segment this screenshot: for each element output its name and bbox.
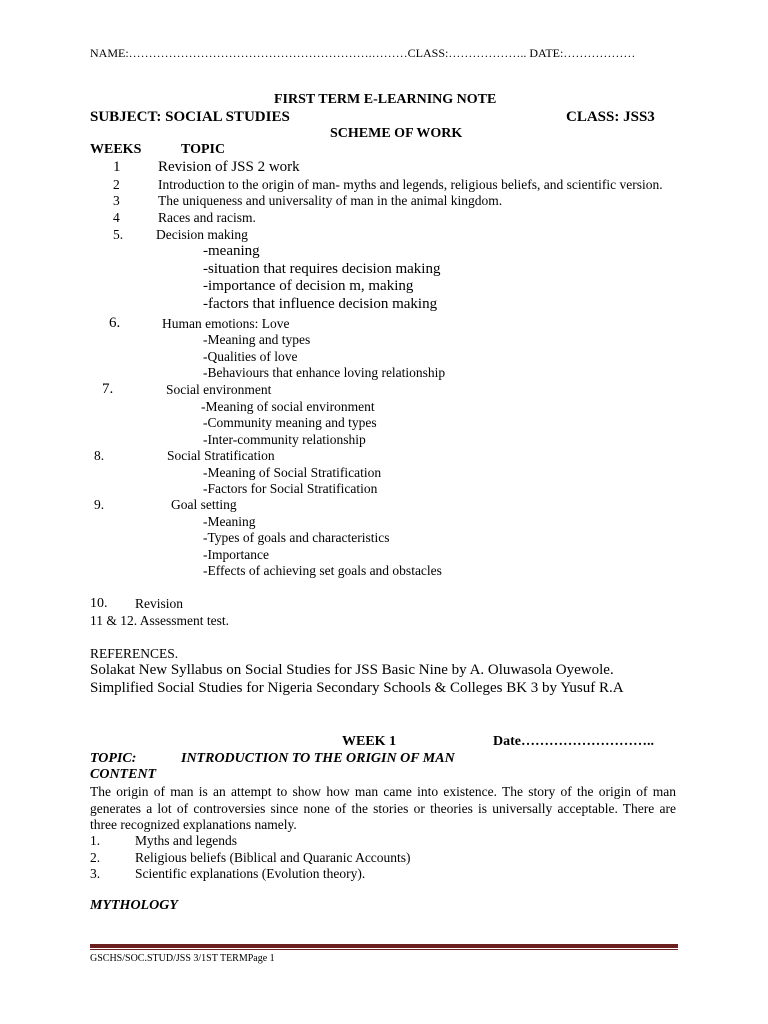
topic-label: TOPIC: xyxy=(90,751,137,766)
subtopic-item: -Community meaning and types xyxy=(203,415,377,430)
week-number: 6. xyxy=(109,315,121,331)
subtopic-item: -situation that requires decision making xyxy=(203,261,441,277)
week-topic: Revision of JSS 2 work xyxy=(158,159,300,175)
class-label: CLASS: JSS3 xyxy=(566,109,655,125)
reference-item: Simplified Social Studies for Nigeria Secondary Schools & Colleges BK 3 by Yusuf R.A xyxy=(90,680,624,696)
week-topic: Goal setting xyxy=(171,497,237,512)
list-number: 3. xyxy=(90,866,101,881)
scheme-heading: SCHEME OF WORK xyxy=(330,126,463,141)
week-number: 7. xyxy=(102,381,114,397)
list-number: 2. xyxy=(90,850,101,865)
list-item: Scientific explanations (Evolution theory). xyxy=(135,866,366,881)
week-number: 5. xyxy=(113,227,124,242)
list-item: Myths and legends xyxy=(135,833,237,848)
intro-paragraph: The origin of man is an attempt to show how man came into existence. The story of the origin of man generates a lot of controversies since none of the stories or theories is universally acceptable. There are three recognized explanations namely. xyxy=(90,784,676,832)
week-topic: Decision making xyxy=(156,227,248,242)
subtopic-item: -Behaviours that enhance loving relationship xyxy=(203,365,446,380)
subtopic-item: -Qualities of love xyxy=(203,349,298,364)
references-heading: REFERENCES. xyxy=(90,646,179,661)
date-field: Date……………………….. xyxy=(493,734,654,749)
subtopic-item: -factors that influence decision making xyxy=(203,296,438,312)
week-topic: The uniqueness and universality of man in the animal kingdom. xyxy=(158,193,503,208)
subtopic-item: -Meaning of Social Stratification xyxy=(203,465,382,480)
name-class-date-line: NAME:…………………………………………………….………CLASS:……………….. DATE:……………… xyxy=(90,46,636,60)
subtopic-item: -Meaning xyxy=(203,514,256,529)
page-footer: GSCHS/SOC.STUD/JSS 3/1ST TERMPage 1 xyxy=(90,953,275,964)
subject-label: SUBJECT: SOCIAL STUDIES xyxy=(90,109,290,125)
footer-rule-thin xyxy=(90,949,678,950)
subtopic-item: -Factors for Social Stratification xyxy=(203,481,378,496)
assessment-line: 11 & 12. Assessment test. xyxy=(90,613,230,628)
week-number: 10. xyxy=(90,596,108,611)
topic-heading: TOPIC xyxy=(181,142,226,157)
week-topic: Social environment xyxy=(166,382,272,397)
footer-rule xyxy=(90,944,678,948)
week-heading: WEEK 1 xyxy=(342,734,397,749)
content-label: CONTENT xyxy=(90,767,157,782)
subtopic-item: -importance of decision m, making xyxy=(203,278,414,294)
topic-title: INTRODUCTION TO THE ORIGIN OF MAN xyxy=(181,751,455,766)
weeks-heading: WEEKS xyxy=(90,142,142,157)
week-topic: Revision xyxy=(135,596,184,611)
list-item: Religious beliefs (Biblical and Quaranic Accounts) xyxy=(135,850,411,865)
subtopic-item: -Inter-community relationship xyxy=(203,432,366,447)
week-number: 4 xyxy=(113,210,120,225)
list-number: 1. xyxy=(90,833,101,848)
subtopic-item: -Meaning and types xyxy=(203,332,311,347)
week-number: 3 xyxy=(113,193,120,208)
subtopic-item: -Types of goals and characteristics xyxy=(203,530,390,545)
mythology-heading: MYTHOLOGY xyxy=(90,898,178,913)
week-topic: Introduction to the origin of man- myths and legends, religious beliefs, and scientific version. xyxy=(158,177,663,192)
document-title: FIRST TERM E-LEARNING NOTE xyxy=(274,92,497,107)
subtopic-item: -Importance xyxy=(203,547,269,562)
reference-item: Solakat New Syllabus on Social Studies for JSS Basic Nine by A. Oluwasola Oyewole. xyxy=(90,662,614,678)
week-topic: Human emotions: Love xyxy=(162,316,290,331)
week-number: 2 xyxy=(113,177,120,192)
subtopic-item: -Effects of achieving set goals and obstacles xyxy=(203,563,442,578)
week-number: 1 xyxy=(113,159,121,175)
subtopic-item: -meaning xyxy=(203,243,260,259)
week-number: 8. xyxy=(94,448,105,463)
week-topic: Social Stratification xyxy=(167,448,275,463)
week-topic: Races and racism. xyxy=(158,210,256,225)
subtopic-item: -Meaning of social environment xyxy=(201,399,375,414)
week-number: 9. xyxy=(94,497,105,512)
